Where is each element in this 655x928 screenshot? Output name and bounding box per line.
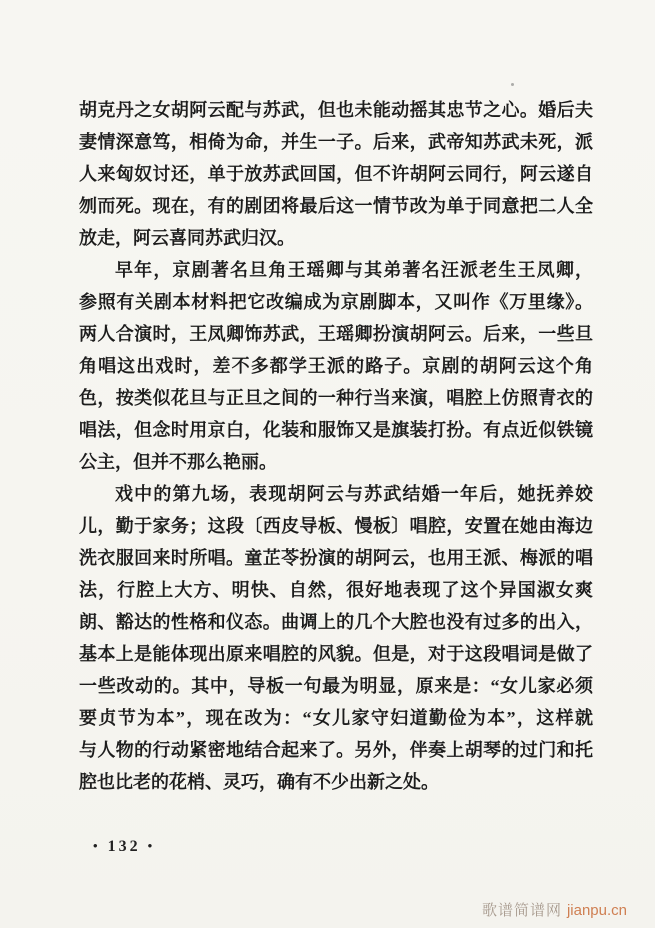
text-line: 放走，阿云喜同苏武归汉。 bbox=[79, 228, 295, 248]
text-line: 朗、豁达的性格和仪态。曲调上的几个大腔也没有过多的出入， bbox=[79, 612, 593, 632]
page-number-bullet-right: • bbox=[147, 838, 156, 853]
body-text bbox=[79, 94, 593, 798]
text-line: 要贞节为本”，现在改为：“女儿家守妇道勤俭为本”，这样就 bbox=[79, 708, 593, 728]
text-line: 色，按类似花旦与正旦之间的一种行当来演，唱腔上仿照青衣的 bbox=[79, 388, 593, 408]
text-line: 洗衣服回来时所唱。童芷苓扮演的胡阿云，也用王派、梅派的唱 bbox=[79, 548, 593, 568]
text-line: 腔也比老的花梢、灵巧，确有不少出新之处。 bbox=[79, 772, 439, 792]
scan-speck bbox=[511, 83, 514, 86]
page-number-bullet-left: • bbox=[93, 838, 101, 853]
text-line: 参照有关剧本材料把它改编成为京剧脚本，又叫作《万里缘》。 bbox=[79, 292, 593, 312]
text-line: 妻情深意笃，相倚为命，并生一子。后来，武帝知苏武未死，派 bbox=[79, 132, 593, 152]
text-line: 戏中的第九场，表现胡阿云与苏武结婚一年后，她抚养姣 bbox=[115, 484, 593, 504]
text-line: 一些改动的。其中，导板一句最为明显，原来是：“女儿家必须 bbox=[79, 676, 593, 696]
watermark bbox=[482, 899, 627, 920]
text-line: 基本上是能体现出原来唱腔的风貌。但是，对于这段唱词是做了 bbox=[79, 644, 593, 664]
watermark-site-url: jianpu.cn bbox=[566, 902, 627, 919]
watermark-site-name: 歌谱简谱网 bbox=[481, 902, 562, 919]
paragraph-3 bbox=[79, 478, 593, 798]
text-line: 人来匈奴讨还，单于放苏武回国，但不许胡阿云同行，阿云遂自 bbox=[79, 164, 593, 184]
text-line: 儿，勤于家务；这段〔西皮导板、慢板〕唱腔，安置在她由海边 bbox=[79, 516, 593, 536]
paragraph-1 bbox=[79, 94, 593, 254]
page-number bbox=[93, 838, 155, 856]
text-line: 唱法，但念时用京白，化装和服饰又是旗装打扮。有点近似铁镜 bbox=[79, 420, 593, 440]
text-line: 法，行腔上大方、明快、自然，很好地表现了这个异国淑女爽 bbox=[79, 580, 593, 600]
paragraph-2 bbox=[79, 254, 593, 478]
text-line: 公主，但并不那么艳丽。 bbox=[79, 452, 277, 472]
text-line: 两人合演时，王凤卿饰苏武，王瑶卿扮演胡阿云。后来，一些旦 bbox=[79, 324, 593, 344]
page-number-value: 132 bbox=[107, 838, 141, 855]
text-line: 与人物的行动紧密地结合起来了。另外，伴奏上胡琴的过门和托 bbox=[79, 740, 593, 760]
text-line: 角唱这出戏时，差不多都学王派的路子。京剧的胡阿云这个角 bbox=[79, 356, 593, 376]
text-line: 刎而死。现在，有的剧团将最后这一情节改为单于同意把二人全 bbox=[79, 196, 593, 216]
text-line: 胡克丹之女胡阿云配与苏武，但也未能动摇其忠节之心。婚后夫 bbox=[79, 100, 593, 120]
text-line: 早年，京剧著名旦角王瑶卿与其弟著名汪派老生王凤卿， bbox=[115, 260, 593, 280]
